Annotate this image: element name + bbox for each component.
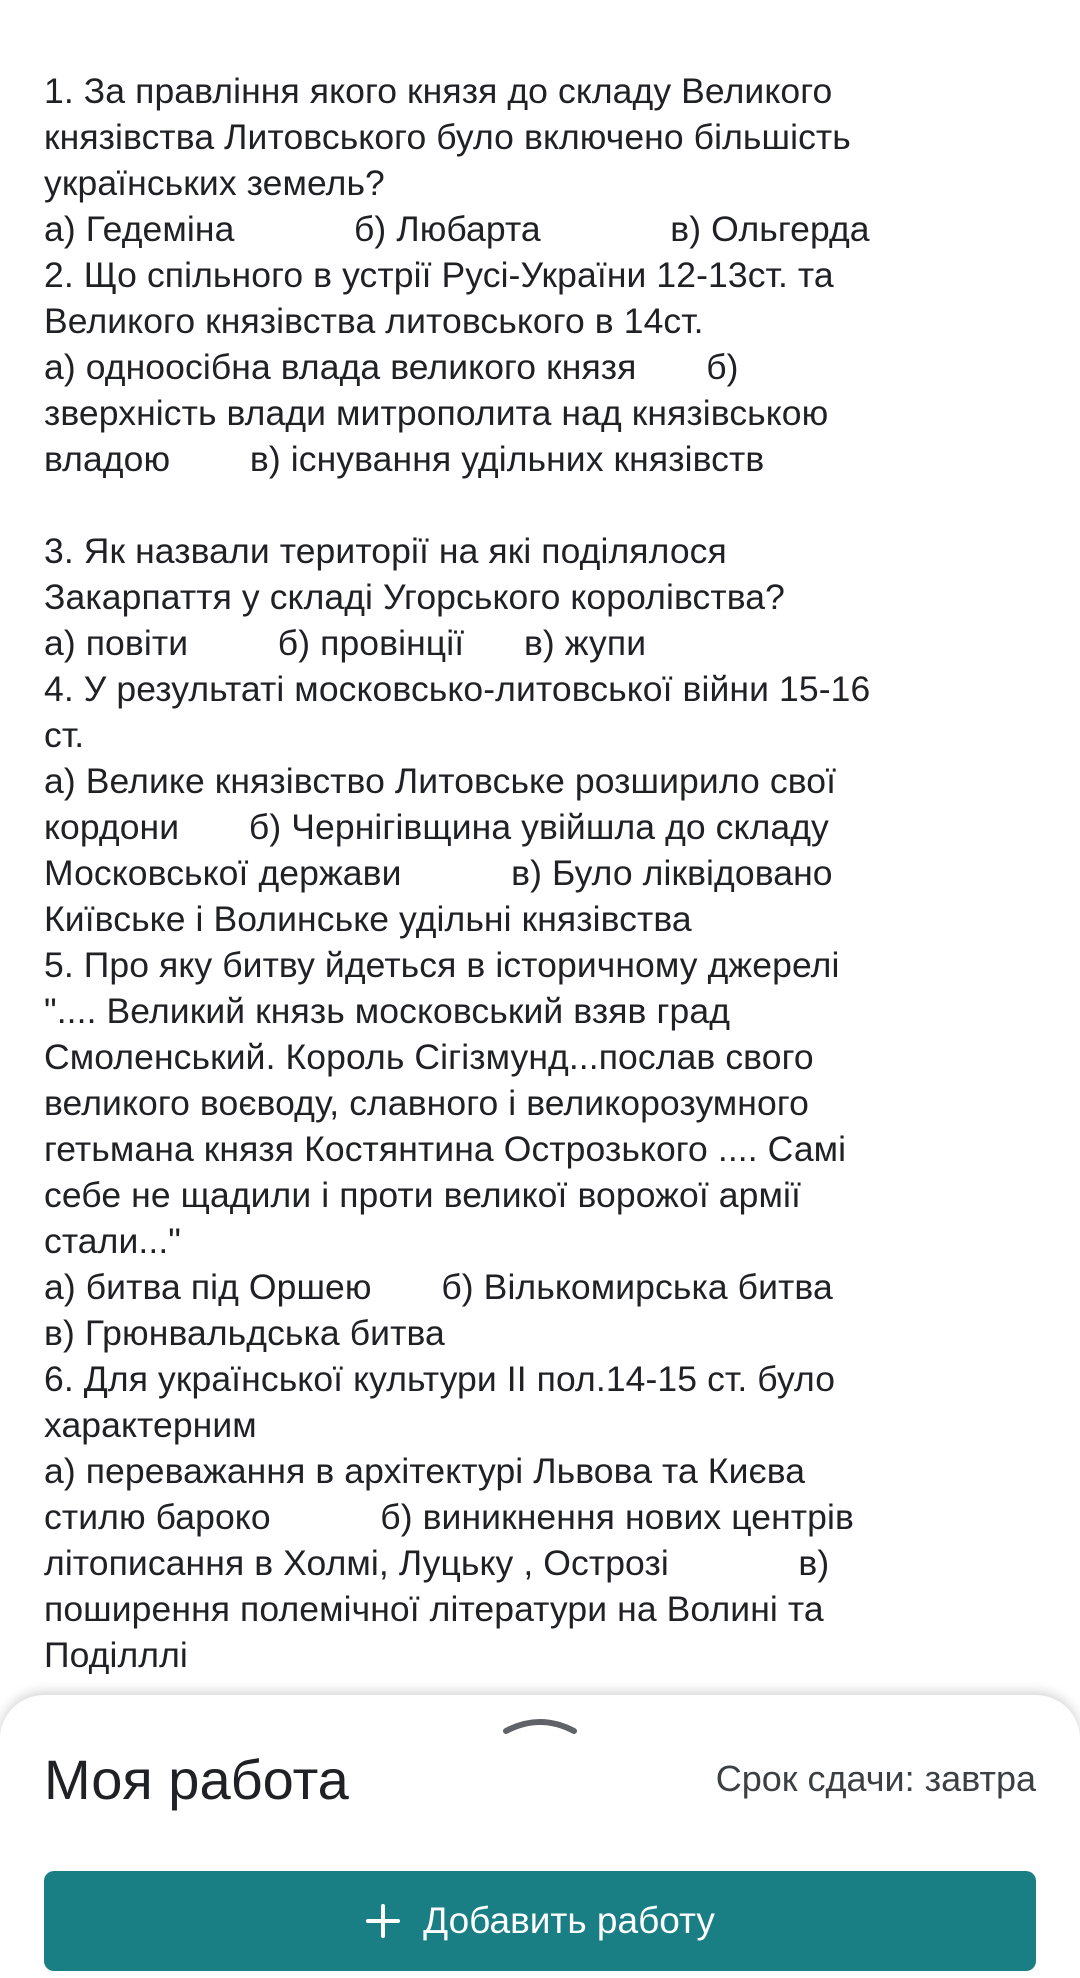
assignment-line: владою в) існування удільних князівств: [44, 439, 765, 479]
assignment-line: зверхність влади митрополита над князівською: [44, 393, 829, 433]
assignment-line: Смоленський. Король Сігізмунд...послав свого: [44, 1037, 814, 1077]
assignment-line: ".... Великий князь московський взяв град: [44, 991, 731, 1031]
assignment-line: поширення полемічної літератури на Волині та: [44, 1589, 824, 1629]
plus-icon: [365, 1903, 401, 1939]
assignment-line: 5. Про яку битву йдеться в історичному джерелі: [44, 945, 840, 985]
assignment-line: 1. За правління якого князя до складу Великого: [44, 71, 833, 111]
assignment-line: а) Гедеміна б) Любарта в) Ольгерда: [44, 209, 870, 249]
my-work-sheet[interactable]: [0, 1695, 1080, 1978]
assignment-line: а) битва під Оршею б) Вількомирська битва: [44, 1267, 833, 1307]
assignment-line: а) повіти б) провінції в) жупи: [44, 623, 647, 663]
assignment-line: Поділллі: [44, 1635, 188, 1675]
assignment-line: Київське і Волинське удільні князівства: [44, 899, 692, 939]
assignment-line: 2. Що спільного в устрії Русі-України 12-13ст. та: [44, 255, 834, 295]
assignment-line: себе не щадили і проти великої ворожої армії: [44, 1175, 801, 1215]
assignment-line: а) переважання в архітектурі Львова та Києва: [44, 1451, 806, 1491]
assignment-line: 6. Для української культури II пол.14-15 ст. було: [44, 1359, 836, 1399]
sheet-title: Моя работа: [44, 1748, 349, 1811]
assignment-line: літописання в Холмі, Луцьку , Острозі в): [44, 1543, 830, 1583]
assignment-line: великого воєводу, славного і великорозумного: [44, 1083, 809, 1123]
assignment-text: [44, 68, 1044, 1678]
assignment-line: [44, 482, 1044, 528]
assignment-line: гетьмана князя Костянтина Острозького .... Самі: [44, 1129, 847, 1169]
assignment-line: стали...": [44, 1221, 181, 1261]
add-work-button[interactable]: [44, 1871, 1036, 1971]
add-work-button-label: Добавить работу: [423, 1900, 715, 1941]
assignment-line: Закарпаття у складі Угорського королівства?: [44, 577, 785, 617]
assignment-line: 3. Як назвали території на які поділялося: [44, 531, 727, 571]
assignment-line: Московської держави в) Було ліквідовано: [44, 853, 833, 893]
assignment-line: стилю бароко б) виникнення нових центрів: [44, 1497, 854, 1537]
assignment-line: кордони б) Чернігівщина увійшла до складу: [44, 807, 829, 847]
assignment-line: українських земель?: [44, 163, 385, 203]
assignment-line: 4. У результаті московсько-литовської війни 15-16: [44, 669, 871, 709]
assignment-line: князівства Литовського було включено більшість: [44, 117, 851, 157]
assignment-line: характерним: [44, 1405, 257, 1445]
assignment-line: а) Велике князівство Литовське розширило свої: [44, 761, 837, 801]
due-date: Срок сдачи: завтра: [715, 1758, 1036, 1799]
assignment-line: в) Грюнвальдська битва: [44, 1313, 445, 1353]
assignment-line: ст.: [44, 715, 85, 755]
chevron-up-icon[interactable]: [502, 1711, 578, 1735]
assignment-line: а) одноосібна влада великого князя б): [44, 347, 739, 387]
assignment-line: Великого князівства литовського в 14ст.: [44, 301, 704, 341]
